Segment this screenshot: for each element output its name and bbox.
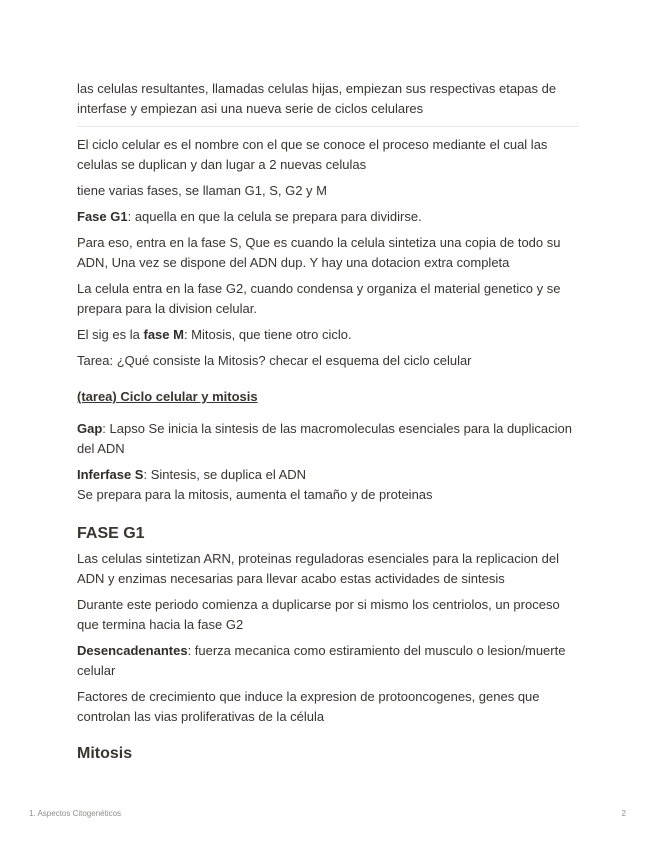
interfase-label: Inferfase S xyxy=(77,467,144,482)
paragraph-factores: Factores de crecimiento que induce la expresion de protooncogenes, genes que controlan las vias proliferativas de la célula xyxy=(77,689,540,724)
fase-m-label: fase M xyxy=(143,327,184,342)
fase-g1-text: : aquella en que la celula se prepara para dividirse. xyxy=(127,209,422,224)
paragraph-interfase xyxy=(77,465,579,485)
gap-label: Gap xyxy=(77,421,103,436)
page-link-ciclo-celular[interactable]: (tarea) Ciclo celular y mitosis xyxy=(77,389,258,404)
paragraph-intro: las celulas resultantes, llamadas celulas hijas, empiezan sus respectivas etapas de interfase y empiezan asi una nueva serie de ciclos celulares xyxy=(77,81,557,116)
paragraph-fase-s: Para eso, entra en la fase S, Que es cuando la celula sintetiza una copia de todo su ADN, Una vez se dispone del ADN dup. Y hay una dotacion extra completa xyxy=(77,235,561,270)
fase-g1-label: Fase G1 xyxy=(77,209,128,224)
heading-mitosis: Mitosis xyxy=(77,745,133,762)
heading-fase-g1: FASE G1 xyxy=(77,525,145,542)
page-content xyxy=(77,79,579,769)
fase-m-text: : Mitosis, que tiene otro ciclo. xyxy=(183,327,352,342)
interfase-text: : Sintesis, se duplica el ADN xyxy=(143,467,307,482)
paragraph-interfase-line2: Se prepara para la mitosis, aumenta el tamaño y de proteinas xyxy=(77,487,433,502)
paragraph-ciclo-celular: El ciclo celular es el nombre con el que se conoce el proceso mediante el cual las celulas se duplican y dan lugar a 2 nuevas celulas xyxy=(77,137,548,172)
paragraph-arn: Las celulas sintetizan ARN, proteinas reguladoras esenciales para la replicacion del ADN y enzimas necesarias para llevar acabo estas actividades de sintesis xyxy=(77,551,559,586)
paragraph-fase-g1 xyxy=(77,207,579,227)
paragraph-fase-m xyxy=(77,325,579,345)
paragraph-tarea: Tarea: ¿Qué consiste la Mitosis? checar el esquema del ciclo celular xyxy=(77,353,472,368)
footer-page-number: 2 xyxy=(621,809,626,818)
gap-text: : Lapso Se inicia la sintesis de las macromoleculas esenciales para la duplicacion del ADN xyxy=(77,421,572,456)
divider xyxy=(77,126,579,127)
desencadenantes-label: Desencadenantes xyxy=(77,643,188,658)
paragraph-gap xyxy=(77,419,579,459)
paragraph-fase-g2: La celula entra en la fase G2, cuando condensa y organiza el material genetico y se prepara para la division celular. xyxy=(77,281,561,316)
desencadenantes-text: : fuerza mecanica como estiramiento del musculo o lesion/muerte celular xyxy=(77,643,566,678)
paragraph-centriolos: Durante este periodo comienza a duplicarse por si mismo los centriolos, un proceso que termina hacia la fase G2 xyxy=(77,597,560,632)
footer-section-title: 1. Aspectos Citogenéticos xyxy=(29,809,122,818)
paragraph-desencadenantes xyxy=(77,641,579,681)
paragraph-fases: tiene varias fases, se llaman G1, S, G2 y M xyxy=(77,183,327,198)
fase-m-prefix: El sig es la xyxy=(77,327,144,342)
